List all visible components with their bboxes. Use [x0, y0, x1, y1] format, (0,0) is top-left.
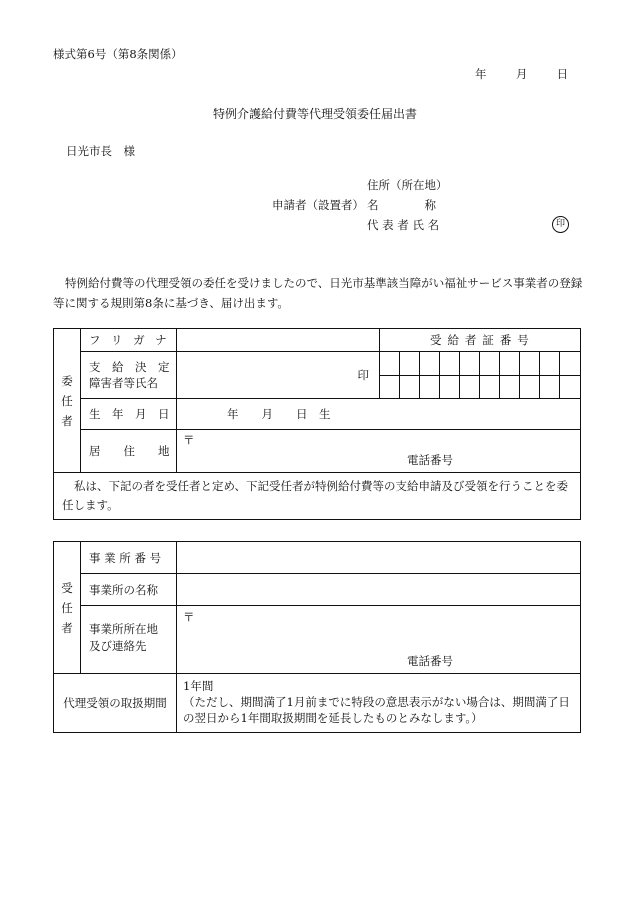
recipient-digit-box[interactable]: [420, 375, 440, 398]
recipient-digit-box[interactable]: [460, 375, 480, 398]
recipient-name-field[interactable]: [177, 352, 380, 399]
recipient-digit-box[interactable]: [520, 352, 540, 375]
recipient-digit-box[interactable]: [480, 375, 500, 398]
delegator-side-label: 委 任 者: [54, 329, 81, 473]
recipient-digit-box[interactable]: [500, 375, 520, 398]
recipient-digit-box[interactable]: [560, 352, 580, 375]
residence-field[interactable]: [177, 430, 581, 473]
recipient-digit-box[interactable]: [400, 375, 420, 398]
applicant-address-label: 住所（所在地）: [367, 178, 448, 192]
office-address-label: 事業所所在地 及び連絡先: [81, 606, 177, 674]
office-number-field[interactable]: [177, 542, 581, 574]
period-note: （ただし、期間満了1月前までに特段の意思表示がない場合は、期間満了日の翌日から1年間取扱期間を延長したものとみなします。）: [183, 695, 570, 725]
office-number-label: 事 業 所 番 号: [81, 542, 177, 574]
postal-mark: 〒: [183, 433, 195, 447]
office-name-label: 事業所の名称: [81, 574, 177, 606]
furigana-field[interactable]: [177, 329, 380, 352]
delegator-table: [53, 328, 581, 520]
recipient-digit-box[interactable]: [540, 375, 560, 398]
recipient-seal: 印: [357, 368, 369, 382]
seal-mark: 印: [552, 216, 569, 233]
office-phone-label: 電話番号: [407, 654, 453, 668]
office-address-field[interactable]: [177, 606, 581, 674]
delegate-table: [53, 541, 581, 733]
recipient-digit-box[interactable]: [460, 352, 480, 375]
recipient-number-boxes[interactable]: [380, 352, 581, 399]
recipient-digit-box[interactable]: [400, 352, 420, 375]
recipient-digit-box[interactable]: [440, 375, 460, 398]
period-value: 1年間: [183, 679, 214, 693]
applicant-name-label: 名 称: [367, 198, 436, 212]
recipient-name-label: 支 給 決 定 障害者等氏名: [81, 352, 177, 399]
recipient-digit-box[interactable]: [520, 375, 540, 398]
period-label: 代理受領の取扱期間: [54, 674, 177, 733]
furigana-label: フ リ ガ ナ: [81, 329, 177, 352]
recipient-digit-box[interactable]: [420, 352, 440, 375]
birth-date-label: 生 年 月 日: [81, 399, 177, 430]
delegation-statement: 私は、下記の者を受任者と定め、下記受任者が特例給付費等の支給申請及び受領を行うことを委任します。: [54, 473, 581, 520]
body-text: 特例給付費等の代理受領の委任を受けましたので、日光市基準該当障がい福祉サービス事業者の登録等に関する規則第8条に基づき、届け出ます。: [53, 276, 583, 310]
office-postal-mark: 〒: [183, 610, 195, 624]
addressee: 日光市長 様: [66, 144, 135, 158]
residence-phone-label: 電話番号: [407, 453, 453, 467]
applicant-label: 申請者（設置者）: [272, 198, 364, 212]
delegate-side-label: 受 任 者: [54, 542, 81, 674]
recipient-number-label: 受 給 者 証 番 号: [380, 329, 581, 352]
document-title: 特例介護給付費等代理受領委任届出書: [212, 107, 417, 121]
date-line: [475, 66, 568, 82]
recipient-digit-box[interactable]: [380, 352, 400, 375]
date-year-label: 年: [475, 67, 487, 81]
residence-label: 居 住 地: [81, 430, 177, 473]
applicant-rep-label: 代 表 者 氏 名: [367, 218, 440, 232]
recipient-digit-box[interactable]: [540, 352, 560, 375]
date-month-label: 月: [515, 67, 528, 81]
date-day-label: 日: [556, 67, 569, 81]
period-field: [177, 674, 581, 733]
recipient-digit-box[interactable]: [480, 352, 500, 375]
office-name-field[interactable]: [177, 574, 581, 606]
recipient-digit-box[interactable]: [440, 352, 460, 375]
form-number: 様式第6号（第8条関係）: [53, 47, 183, 61]
recipient-digit-box[interactable]: [500, 352, 520, 375]
birth-date-field[interactable]: 年 月 日 生: [177, 399, 581, 430]
recipient-digit-box[interactable]: [380, 375, 400, 398]
recipient-digit-box[interactable]: [560, 375, 580, 398]
